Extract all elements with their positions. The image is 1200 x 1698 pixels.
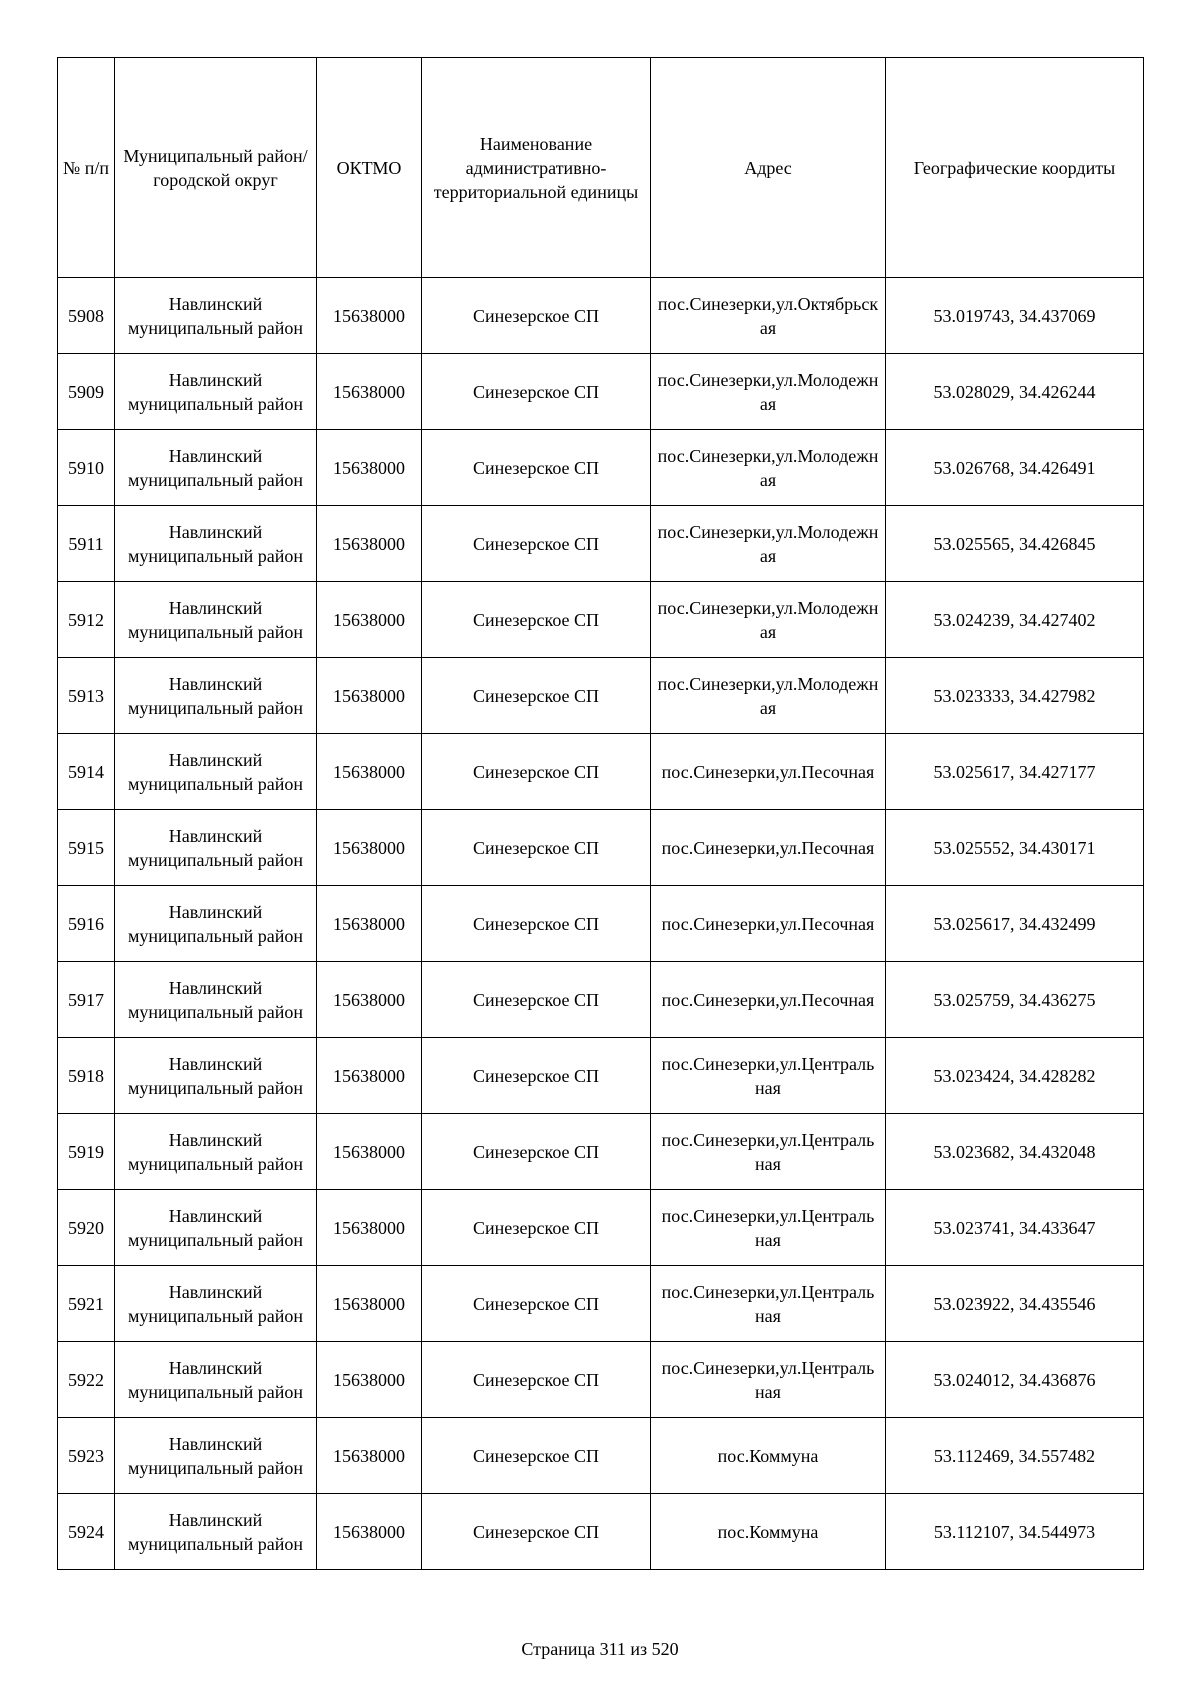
cell-num: 5909 xyxy=(58,354,115,430)
cell-oktmo: 15638000 xyxy=(317,1190,422,1266)
table-row xyxy=(58,1038,1144,1114)
cell-num: 5915 xyxy=(58,810,115,886)
cell-unit: Синезерское СП xyxy=(422,1418,651,1494)
header-oktmo: ОКТМО xyxy=(317,58,422,278)
cell-unit: Синезерское СП xyxy=(422,430,651,506)
cell-district: Навлинский муниципальный район xyxy=(115,734,317,810)
table-row xyxy=(58,354,1144,430)
cell-unit: Синезерское СП xyxy=(422,962,651,1038)
table-row xyxy=(58,582,1144,658)
cell-address: пос.Коммуна xyxy=(651,1494,886,1570)
cell-unit: Синезерское СП xyxy=(422,810,651,886)
cell-oktmo: 15638000 xyxy=(317,734,422,810)
cell-district: Навлинский муниципальный район xyxy=(115,1266,317,1342)
cell-oktmo: 15638000 xyxy=(317,278,422,354)
cell-district: Навлинский муниципальный район xyxy=(115,1494,317,1570)
cell-coords: 53.023424, 34.428282 xyxy=(886,1038,1144,1114)
header-coords: Географические коордиты xyxy=(886,58,1144,278)
cell-oktmo: 15638000 xyxy=(317,506,422,582)
table-row xyxy=(58,734,1144,810)
cell-num: 5911 xyxy=(58,506,115,582)
cell-coords: 53.025759, 34.436275 xyxy=(886,962,1144,1038)
cell-coords: 53.024012, 34.436876 xyxy=(886,1342,1144,1418)
cell-district: Навлинский муниципальный район xyxy=(115,1038,317,1114)
cell-oktmo: 15638000 xyxy=(317,582,422,658)
table-row xyxy=(58,1266,1144,1342)
cell-district: Навлинский муниципальный район xyxy=(115,962,317,1038)
table-row xyxy=(58,1494,1144,1570)
cell-address: пос.Синезерки,ул.Центральная xyxy=(651,1038,886,1114)
cell-coords: 53.025565, 34.426845 xyxy=(886,506,1144,582)
cell-district: Навлинский муниципальный район xyxy=(115,278,317,354)
cell-oktmo: 15638000 xyxy=(317,962,422,1038)
cell-num: 5908 xyxy=(58,278,115,354)
cell-unit: Синезерское СП xyxy=(422,1342,651,1418)
cell-district: Навлинский муниципальный район xyxy=(115,354,317,430)
cell-num: 5921 xyxy=(58,1266,115,1342)
cell-district: Навлинский муниципальный район xyxy=(115,1418,317,1494)
table-row xyxy=(58,810,1144,886)
cell-coords: 53.019743, 34.437069 xyxy=(886,278,1144,354)
cell-num: 5920 xyxy=(58,1190,115,1266)
cell-coords: 53.024239, 34.427402 xyxy=(886,582,1144,658)
cell-unit: Синезерское СП xyxy=(422,354,651,430)
cell-coords: 53.026768, 34.426491 xyxy=(886,430,1144,506)
cell-unit: Синезерское СП xyxy=(422,506,651,582)
cell-district: Навлинский муниципальный район xyxy=(115,582,317,658)
cell-num: 5912 xyxy=(58,582,115,658)
cell-oktmo: 15638000 xyxy=(317,1418,422,1494)
header-district: Муниципальный район/городской округ xyxy=(115,58,317,278)
cell-oktmo: 15638000 xyxy=(317,1266,422,1342)
cell-num: 5910 xyxy=(58,430,115,506)
cell-address: пос.Синезерки,ул.Молодежная xyxy=(651,354,886,430)
cell-address: пос.Синезерки,ул.Песочная xyxy=(651,962,886,1038)
header-address: Адрес xyxy=(651,58,886,278)
cell-address: пос.Синезерки,ул.Песочная xyxy=(651,886,886,962)
cell-unit: Синезерское СП xyxy=(422,278,651,354)
table-row xyxy=(58,1418,1144,1494)
cell-address: пос.Синезерки,ул.Октябрьская xyxy=(651,278,886,354)
cell-address: пос.Синезерки,ул.Песочная xyxy=(651,810,886,886)
cell-address: пос.Коммуна xyxy=(651,1418,886,1494)
cell-coords: 53.023922, 34.435546 xyxy=(886,1266,1144,1342)
table-body xyxy=(58,278,1144,1570)
cell-num: 5923 xyxy=(58,1418,115,1494)
table-row xyxy=(58,278,1144,354)
header-num: № п/п xyxy=(58,58,115,278)
cell-unit: Синезерское СП xyxy=(422,658,651,734)
cell-unit: Синезерское СП xyxy=(422,886,651,962)
cell-oktmo: 15638000 xyxy=(317,430,422,506)
cell-address: пос.Синезерки,ул.Молодежная xyxy=(651,582,886,658)
cell-address: пос.Синезерки,ул.Молодежная xyxy=(651,506,886,582)
table-row xyxy=(58,1114,1144,1190)
cell-unit: Синезерское СП xyxy=(422,734,651,810)
cell-unit: Синезерское СП xyxy=(422,1038,651,1114)
cell-num: 5916 xyxy=(58,886,115,962)
table-row xyxy=(58,506,1144,582)
cell-address: пос.Синезерки,ул.Центральная xyxy=(651,1190,886,1266)
cell-district: Навлинский муниципальный район xyxy=(115,810,317,886)
header-row xyxy=(58,58,1144,278)
cell-address: пос.Синезерки,ул.Молодежная xyxy=(651,658,886,734)
cell-coords: 53.028029, 34.426244 xyxy=(886,354,1144,430)
cell-coords: 53.025617, 34.427177 xyxy=(886,734,1144,810)
cell-address: пос.Синезерки,ул.Центральная xyxy=(651,1114,886,1190)
cell-unit: Синезерское СП xyxy=(422,1190,651,1266)
cell-num: 5919 xyxy=(58,1114,115,1190)
cell-coords: 53.023682, 34.432048 xyxy=(886,1114,1144,1190)
cell-coords: 53.023333, 34.427982 xyxy=(886,658,1144,734)
cell-district: Навлинский муниципальный район xyxy=(115,430,317,506)
cell-oktmo: 15638000 xyxy=(317,1342,422,1418)
cell-oktmo: 15638000 xyxy=(317,810,422,886)
cell-unit: Синезерское СП xyxy=(422,582,651,658)
page-footer: Страница 311 из 520 xyxy=(521,1639,679,1659)
table-row xyxy=(58,962,1144,1038)
cell-oktmo: 15638000 xyxy=(317,354,422,430)
cell-district: Навлинский муниципальный район xyxy=(115,1114,317,1190)
table-row xyxy=(58,658,1144,734)
cell-address: пос.Синезерки,ул.Молодежная xyxy=(651,430,886,506)
table-row xyxy=(58,1342,1144,1418)
cell-oktmo: 15638000 xyxy=(317,1114,422,1190)
cell-district: Навлинский муниципальный район xyxy=(115,1190,317,1266)
cell-coords: 53.025617, 34.432499 xyxy=(886,886,1144,962)
data-table xyxy=(57,57,1144,1570)
cell-coords: 53.112469, 34.557482 xyxy=(886,1418,1144,1494)
cell-num: 5918 xyxy=(58,1038,115,1114)
table-header xyxy=(58,58,1144,278)
cell-oktmo: 15638000 xyxy=(317,1038,422,1114)
cell-unit: Синезерское СП xyxy=(422,1114,651,1190)
cell-oktmo: 15638000 xyxy=(317,658,422,734)
cell-num: 5917 xyxy=(58,962,115,1038)
cell-coords: 53.025552, 34.430171 xyxy=(886,810,1144,886)
cell-address: пос.Синезерки,ул.Центральная xyxy=(651,1266,886,1342)
cell-oktmo: 15638000 xyxy=(317,886,422,962)
cell-district: Навлинский муниципальный район xyxy=(115,506,317,582)
cell-unit: Синезерское СП xyxy=(422,1494,651,1570)
cell-num: 5924 xyxy=(58,1494,115,1570)
cell-coords: 53.023741, 34.433647 xyxy=(886,1190,1144,1266)
cell-num: 5913 xyxy=(58,658,115,734)
cell-address: пос.Синезерки,ул.Песочная xyxy=(651,734,886,810)
table-row xyxy=(58,886,1144,962)
cell-district: Навлинский муниципальный район xyxy=(115,658,317,734)
cell-district: Навлинский муниципальный район xyxy=(115,886,317,962)
cell-coords: 53.112107, 34.544973 xyxy=(886,1494,1144,1570)
cell-num: 5914 xyxy=(58,734,115,810)
cell-num: 5922 xyxy=(58,1342,115,1418)
table-row xyxy=(58,430,1144,506)
cell-unit: Синезерское СП xyxy=(422,1266,651,1342)
table-row xyxy=(58,1190,1144,1266)
cell-address: пос.Синезерки,ул.Центральная xyxy=(651,1342,886,1418)
cell-district: Навлинский муниципальный район xyxy=(115,1342,317,1418)
cell-oktmo: 15638000 xyxy=(317,1494,422,1570)
header-unit: Наименование административно-территориальной единицы xyxy=(422,58,651,278)
